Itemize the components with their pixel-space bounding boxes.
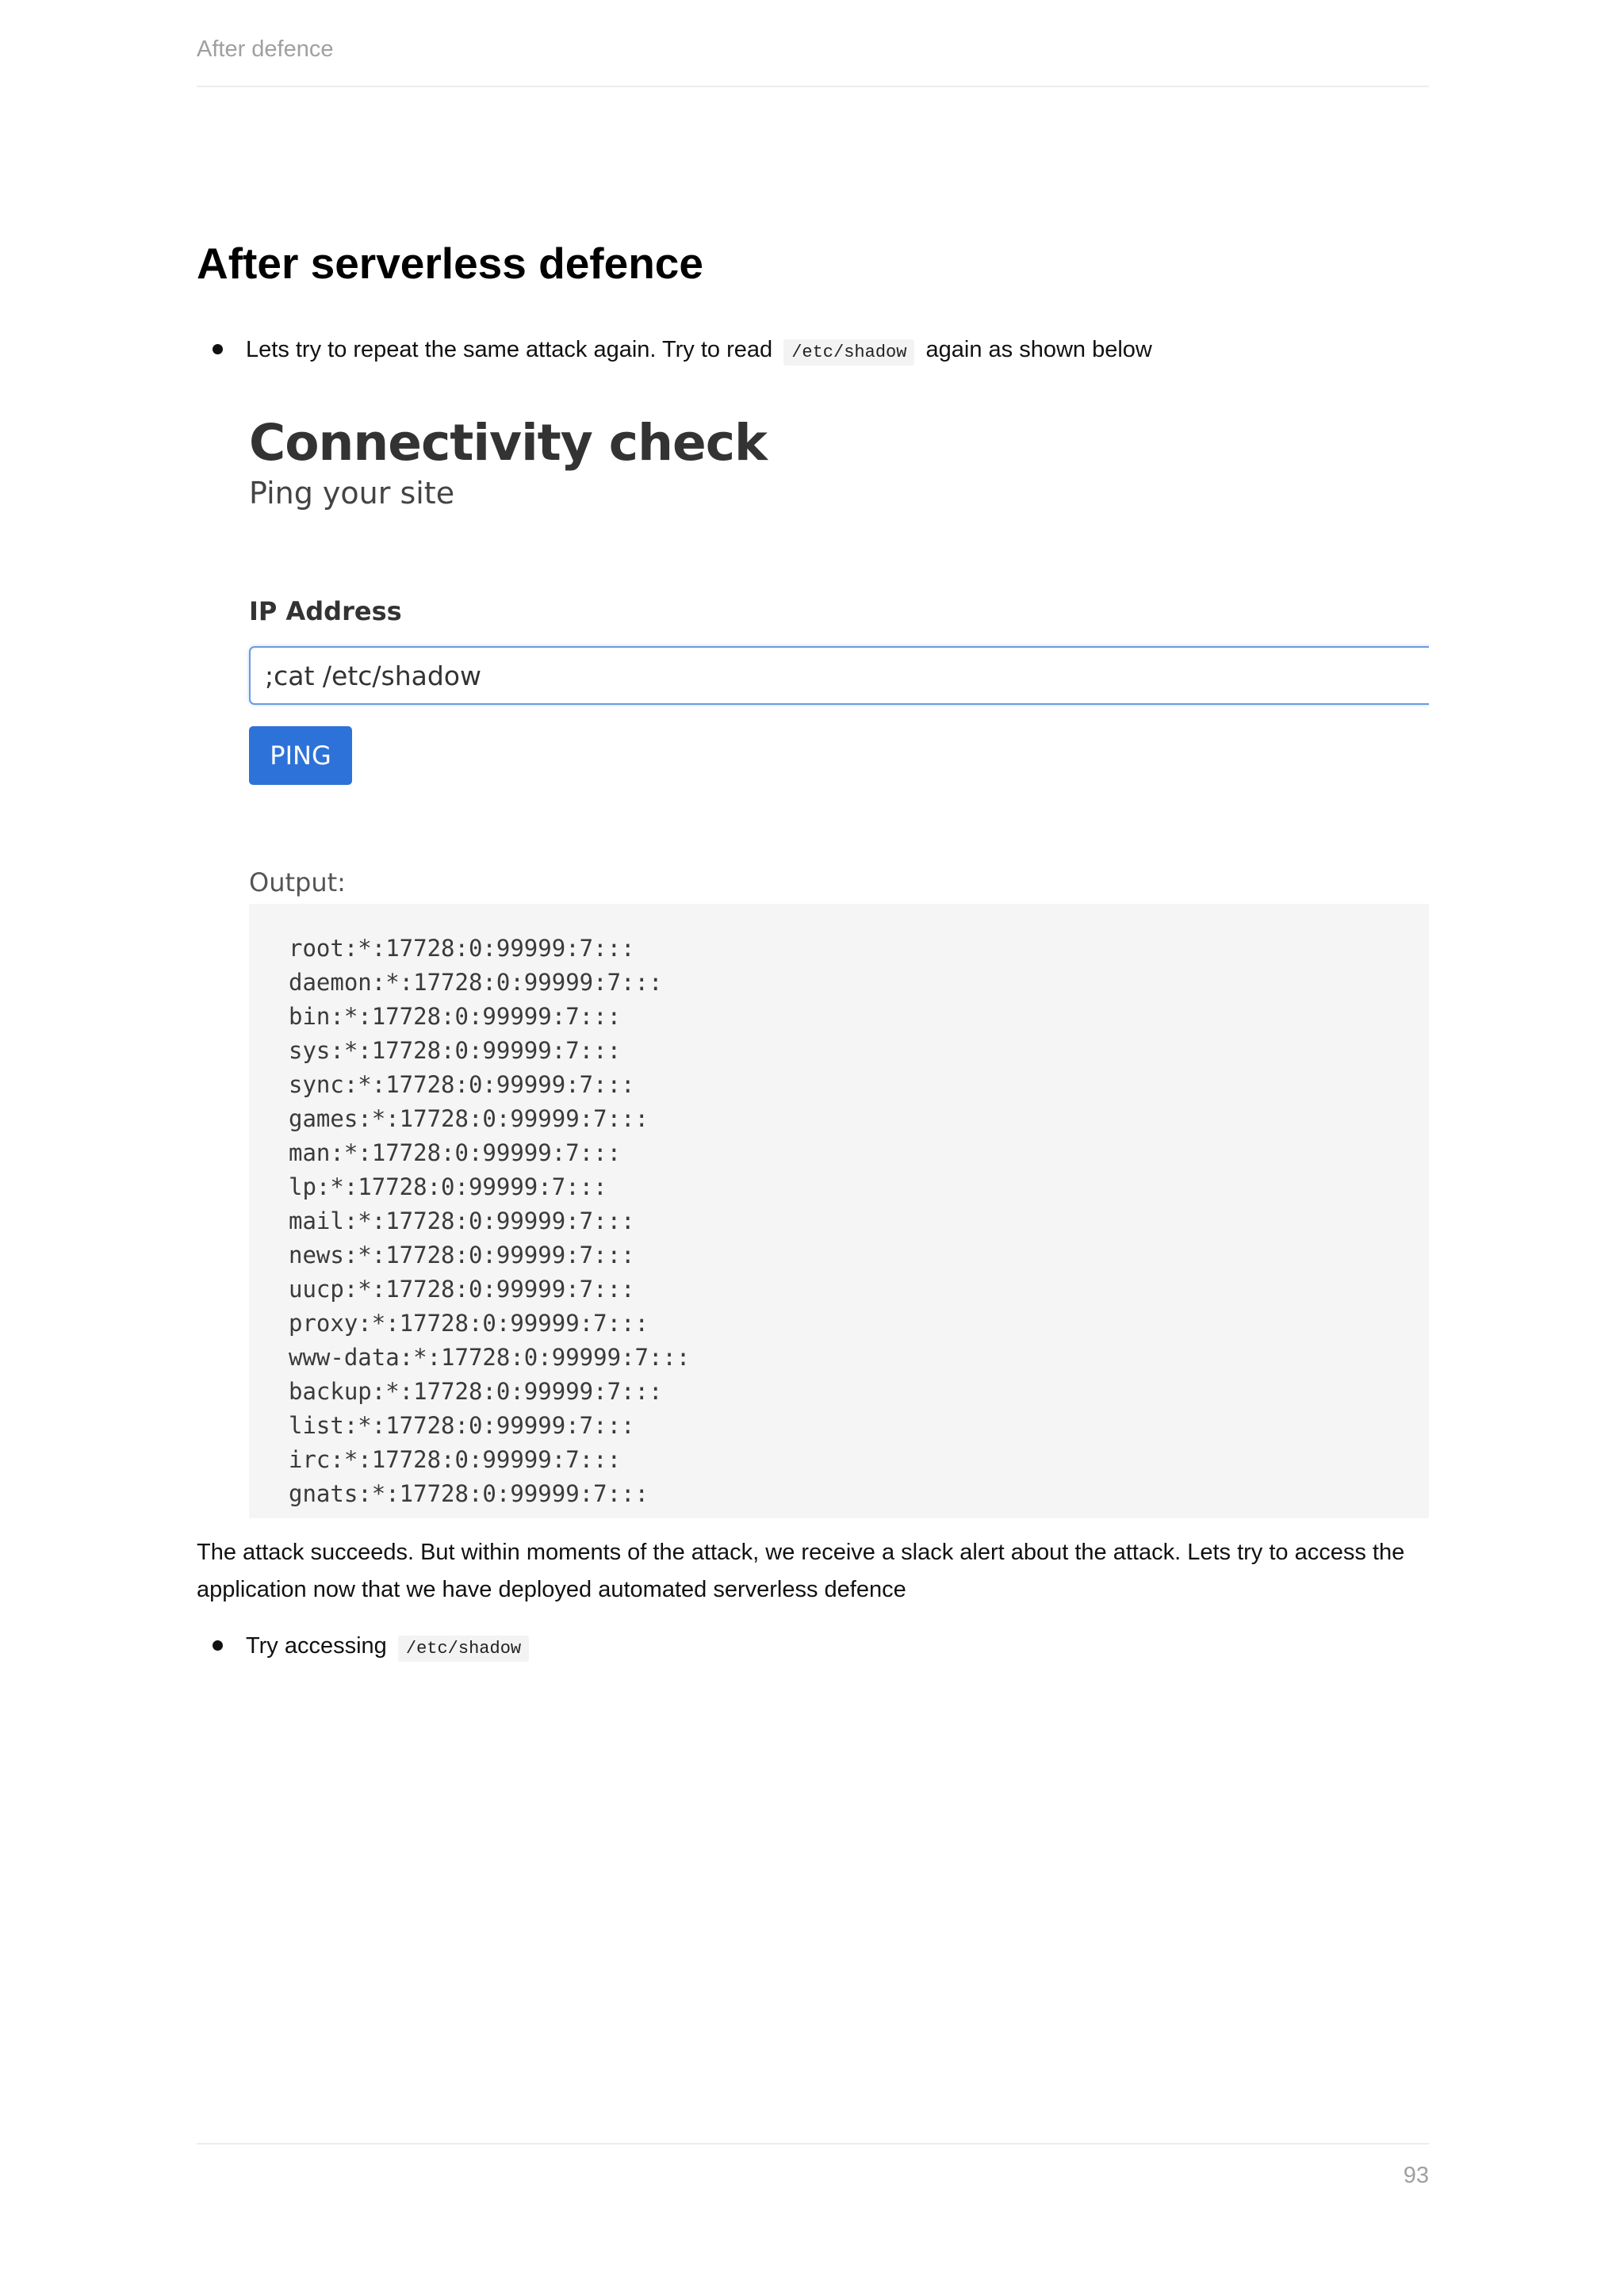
output-line: daemon:*:17728:0:99999:7::: — [289, 969, 663, 996]
output-line: www-data:*:17728:0:99999:7::: — [289, 1344, 691, 1371]
output-line: bin:*:17728:0:99999:7::: — [289, 1003, 622, 1030]
output-line: sys:*:17728:0:99999:7::: — [289, 1037, 622, 1064]
ip-address-input[interactable] — [249, 646, 1429, 705]
output-line: mail:*:17728:0:99999:7::: — [289, 1207, 635, 1234]
bullet-text-before: Lets try to repeat the same attack again. Try to read — [246, 337, 773, 362]
output-line: gnats:*:17728:0:99999:7::: — [289, 1480, 649, 1507]
bullet-icon — [213, 1640, 223, 1651]
body-paragraph: The attack succeeds. But within moments of the attack, we receive a slack alert about the attack. Lets try to access the application now that we have deployed automated serverless defence — [197, 1540, 1405, 1602]
footer-divider — [197, 2143, 1429, 2145]
bullet-text-after: again as shown below — [925, 337, 1152, 362]
output-line: news:*:17728:0:99999:7::: — [289, 1242, 635, 1269]
header-divider — [197, 86, 1429, 87]
output-line: root:*:17728:0:99999:7::: — [289, 935, 635, 962]
output-line: lp:*:17728:0:99999:7::: — [289, 1173, 607, 1200]
output-lines — [289, 932, 690, 1511]
output-panel — [249, 904, 1429, 1518]
app-title: Connectivity check — [249, 414, 767, 472]
output-label: Output: — [249, 867, 346, 897]
page-number: 93 — [1403, 2163, 1429, 2188]
section-title: After serverless defence — [197, 239, 703, 288]
output-line: irc:*:17728:0:99999:7::: — [289, 1446, 622, 1473]
output-line: games:*:17728:0:99999:7::: — [289, 1105, 649, 1132]
bullet-icon — [213, 344, 223, 354]
app-subtitle: Ping your site — [249, 476, 455, 511]
running-header: After defence — [197, 36, 334, 62]
inline-code-path: /etc/shadow — [783, 339, 914, 365]
ping-button[interactable]: PING — [249, 726, 352, 785]
output-line: backup:*:17728:0:99999:7::: — [289, 1378, 663, 1405]
bullet-text-before: Try accessing — [246, 1633, 387, 1659]
connectivity-check-screenshot — [238, 396, 1429, 1518]
ip-address-label: IP Address — [249, 596, 402, 626]
output-line: sync:*:17728:0:99999:7::: — [289, 1071, 635, 1098]
inline-code-path: /etc/shadow — [398, 1636, 529, 1662]
output-line: list:*:17728:0:99999:7::: — [289, 1412, 635, 1439]
output-line: man:*:17728:0:99999:7::: — [289, 1139, 622, 1166]
list-item-repeat-attack — [213, 334, 1152, 369]
list-item-try-accessing — [213, 1630, 534, 1665]
output-line: proxy:*:17728:0:99999:7::: — [289, 1310, 649, 1337]
output-line: uucp:*:17728:0:99999:7::: — [289, 1276, 635, 1303]
